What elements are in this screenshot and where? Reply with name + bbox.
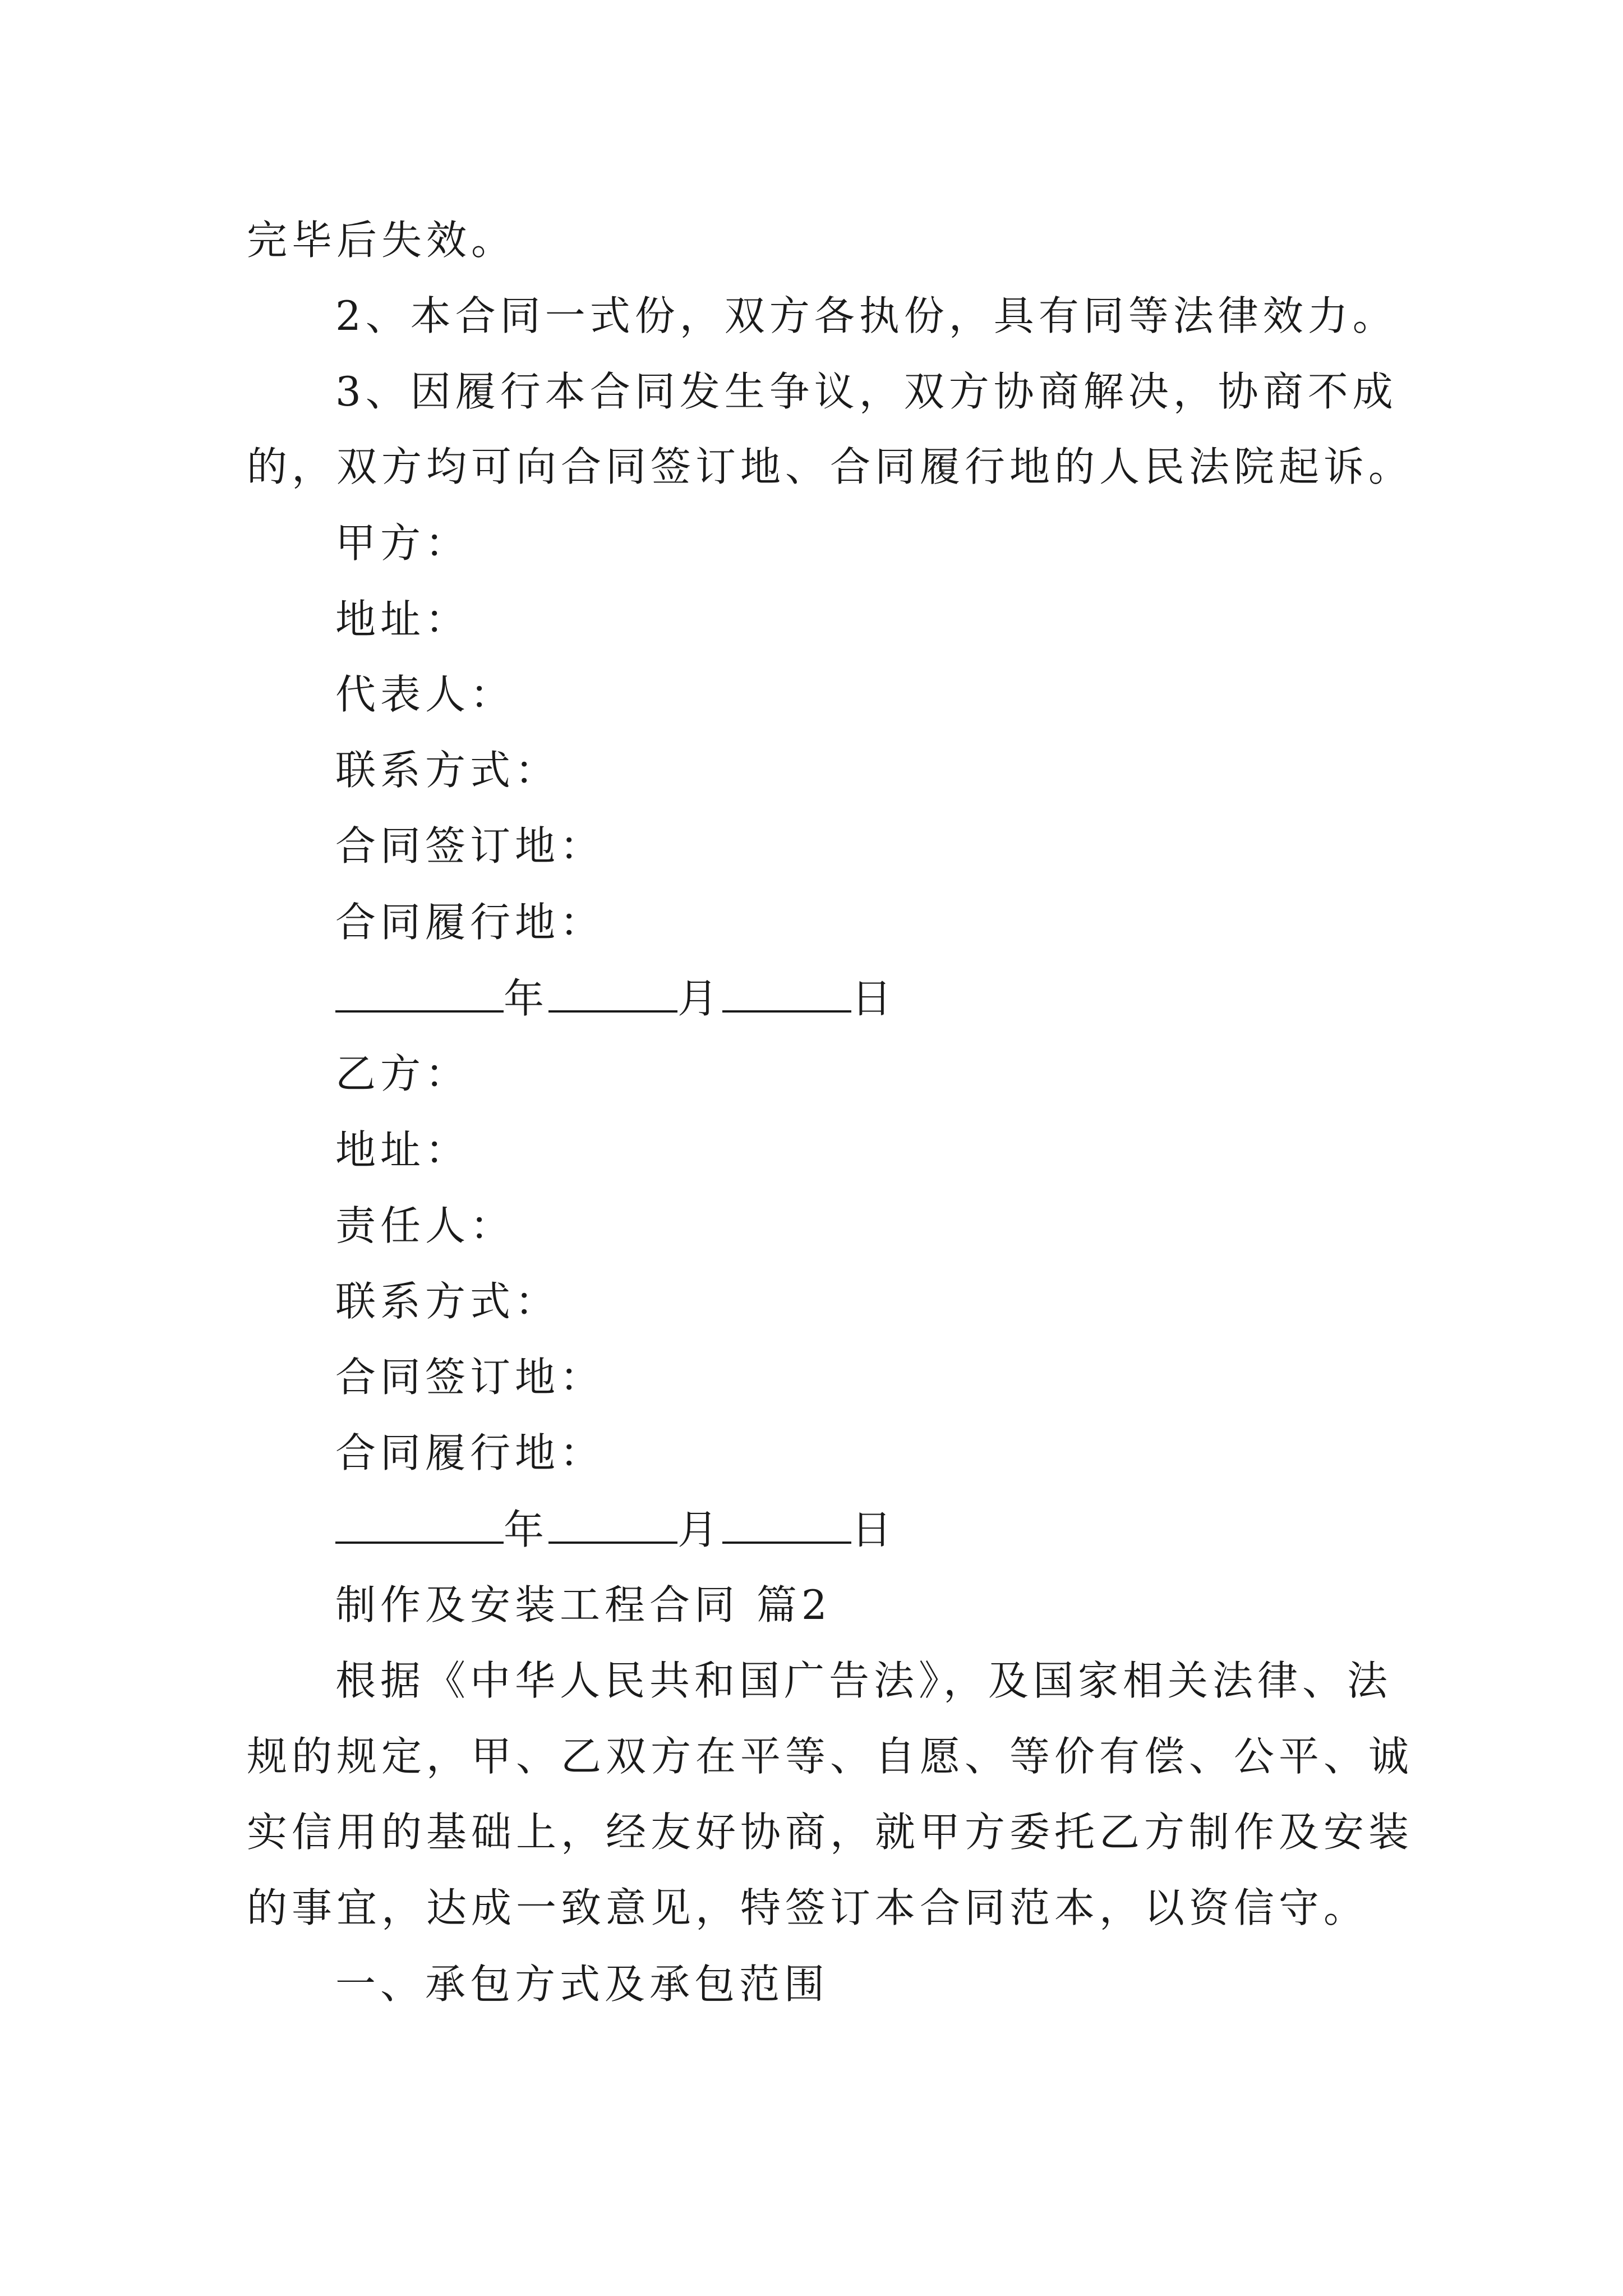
day-label: 日	[851, 1506, 897, 1553]
month-blank	[548, 970, 677, 1013]
party-b-contact-label: 联系方式：	[335, 1278, 560, 1325]
party-b-label: 乙方：	[335, 1050, 471, 1097]
article-1-heading: 一、承包方式及承包范围	[335, 1961, 829, 2008]
clause-3-part-1: 3、因履行本合同发生争议，双方协商解决，协商不成	[335, 368, 1398, 415]
year-blank	[335, 970, 504, 1013]
party-b-signing-place-label: 合同签订地：	[335, 1354, 605, 1401]
preamble-line-2: 规的规定，甲、乙双方在平等、自愿、等价有偿、公平、诚	[247, 1733, 1414, 1780]
party-a-representative-label: 代表人：	[335, 671, 515, 718]
party-a-date-line	[335, 970, 896, 1027]
month-label: 月	[677, 975, 723, 1022]
clause-2: 2、本合同一式份，双方各执份，具有同等法律效力。	[335, 292, 1398, 339]
day-label: 日	[851, 975, 897, 1022]
year-label: 年	[504, 1506, 549, 1553]
preamble-line-1: 根据《中华人民共和国广告法》，及国家相关法律、法	[335, 1657, 1393, 1704]
section-heading: 制作及安装工程合同 篇2	[335, 1581, 832, 1628]
month-blank	[548, 1501, 677, 1544]
party-b-responsible-label: 责任人：	[335, 1202, 515, 1249]
party-a-address-label: 地址：	[335, 596, 471, 643]
party-b-address-label: 地址：	[335, 1126, 471, 1174]
party-b-performance-place-label: 合同履行地：	[335, 1429, 605, 1476]
year-label: 年	[504, 975, 549, 1022]
year-blank	[335, 1501, 504, 1544]
party-a-signing-place-label: 合同签订地：	[335, 822, 605, 869]
preamble-line-4: 的事宜，达成一致意见，特签订本合同范本，以资信守。	[247, 1884, 1369, 1931]
clause-3-part-2: 的，双方均可向合同签订地、合同履行地的人民法院起诉。	[247, 443, 1414, 490]
month-label: 月	[677, 1506, 723, 1553]
day-blank	[722, 1501, 851, 1544]
party-b-date-line	[335, 1501, 896, 1558]
day-blank	[722, 970, 851, 1013]
party-a-label: 甲方：	[335, 519, 471, 567]
text-line: 完毕后失效。	[247, 217, 517, 264]
party-a-performance-place-label: 合同履行地：	[335, 899, 605, 946]
party-a-contact-label: 联系方式：	[335, 747, 560, 794]
preamble-line-3: 实信用的基础上，经友好协商，就甲方委托乙方制作及安装	[247, 1809, 1414, 1856]
